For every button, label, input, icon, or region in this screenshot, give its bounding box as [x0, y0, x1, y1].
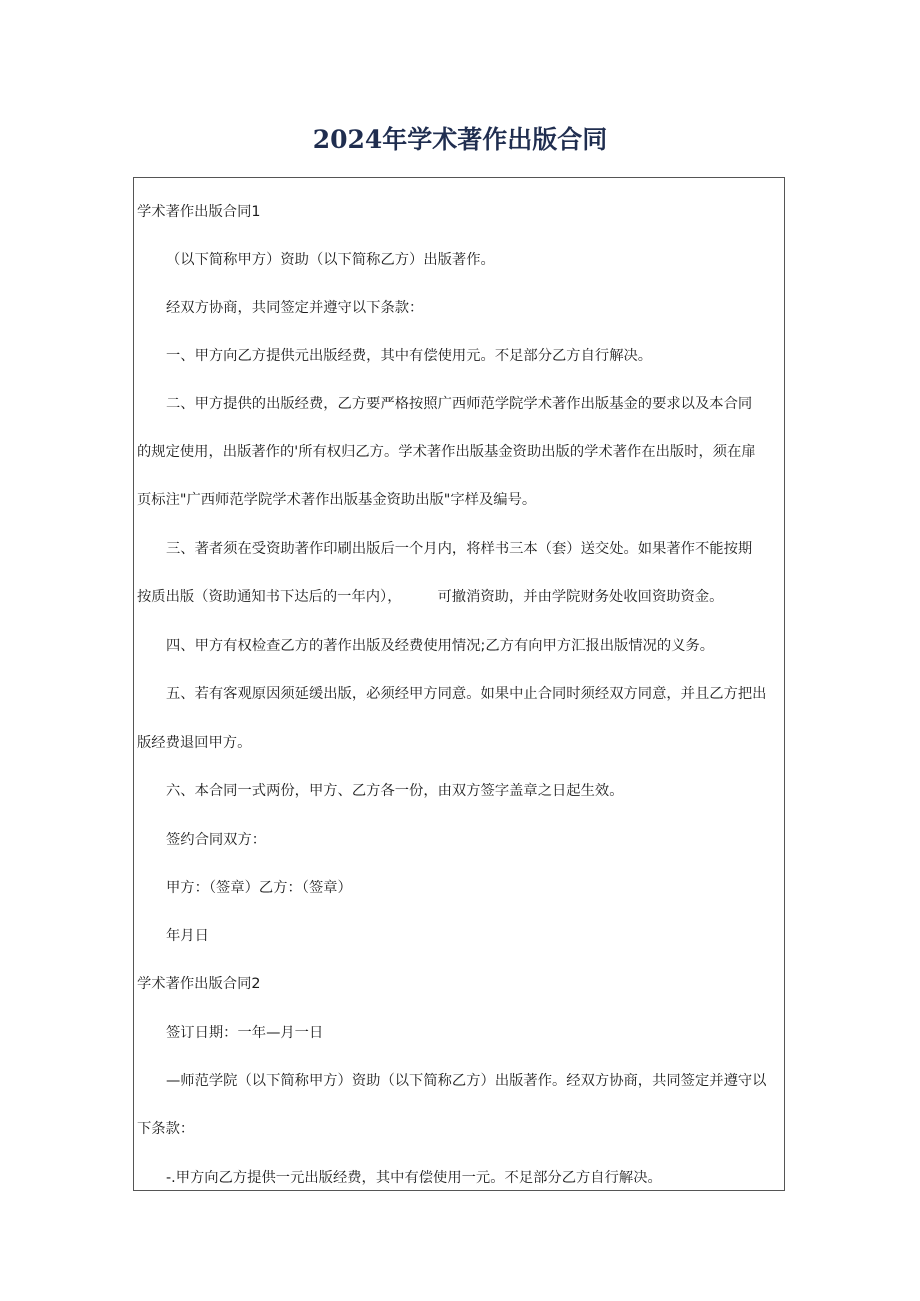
contract1-clause5-line1: 五、若有客观原因须延缓出版，必须经甲方同意。如果中止合同时须经双方同意，并且乙方把出: [166, 686, 767, 702]
contract2-intro-line1: —师范学院（以下简称甲方）资助（以下简称乙方）出版著作。经双方协商，共同签定并遵守以: [166, 1073, 767, 1089]
contract1-signatures: 甲方：（签章）乙方：（签章）: [166, 880, 352, 896]
contract-frame: [133, 177, 785, 1191]
contract1-signing-parties: 签约合同双方：: [166, 832, 267, 848]
contract1-date: 年月日: [166, 928, 209, 944]
contract1-clause6: 六、本合同一式两份，甲方、乙方各一份，由双方签字盖章之日起生效。: [166, 783, 624, 799]
document-title: 2024年学术著作出版合同: [312, 125, 608, 154]
contract1-clause2-line2: 的规定使用，出版著作的'所有权归乙方。学术著作出版基金资助出版的学术著作在出版时，须在扉: [137, 444, 756, 460]
contract1-clause1: 一、甲方向乙方提供元出版经费，其中有偿使用元。不足部分乙方自行解决。: [166, 348, 653, 364]
contract1-clause2-line1: 二、甲方提供的出版经费，乙方要严格按照广西师范学院学术著作出版基金的要求以及本合同: [166, 396, 753, 412]
contract1-clause3-line2: [137, 587, 784, 607]
contract2-clause1: -.甲方向乙方提供一元出版经费，其中有偿使用一元。不足部分乙方自行解决。: [166, 1170, 662, 1186]
contract2-heading: 学术著作出版合同2: [137, 976, 261, 992]
contract1-agreement: 经双方协商，共同签定并遵守以下条款：: [166, 300, 424, 316]
contract1-clause5-line2: 版经费退回甲方。: [137, 735, 252, 751]
contract2-intro-line2: 下条款：: [137, 1121, 195, 1137]
contract1-intro: （以下简称甲方）资助（以下简称乙方）出版著作。: [166, 252, 495, 268]
contract1-clause3-line1: 三、著者须在受资助著作印刷出版后一个月内，将样书三本（套）送交处。如果著作不能按期: [166, 541, 753, 557]
contract1-heading: 学术著作出版合同1: [137, 204, 261, 220]
contract2-sign-date: 签订日期：一年—月一日: [166, 1025, 324, 1041]
contract1-clause2-line3: 页标注"广西师范学院学术著作出版基金资助出版"字样及编号。: [137, 492, 537, 508]
clause3-line2-part2: 可撤消资助，并由学院财务处收回资助资金。: [437, 589, 724, 605]
contract1-clause4: 四、甲方有权检查乙方的著作出版及经费使用情况;乙方有向甲方汇报出版情况的义务。: [166, 638, 715, 654]
clause3-line2-part1: 按质出版（资助通知书下达后的一年内），: [137, 589, 402, 605]
